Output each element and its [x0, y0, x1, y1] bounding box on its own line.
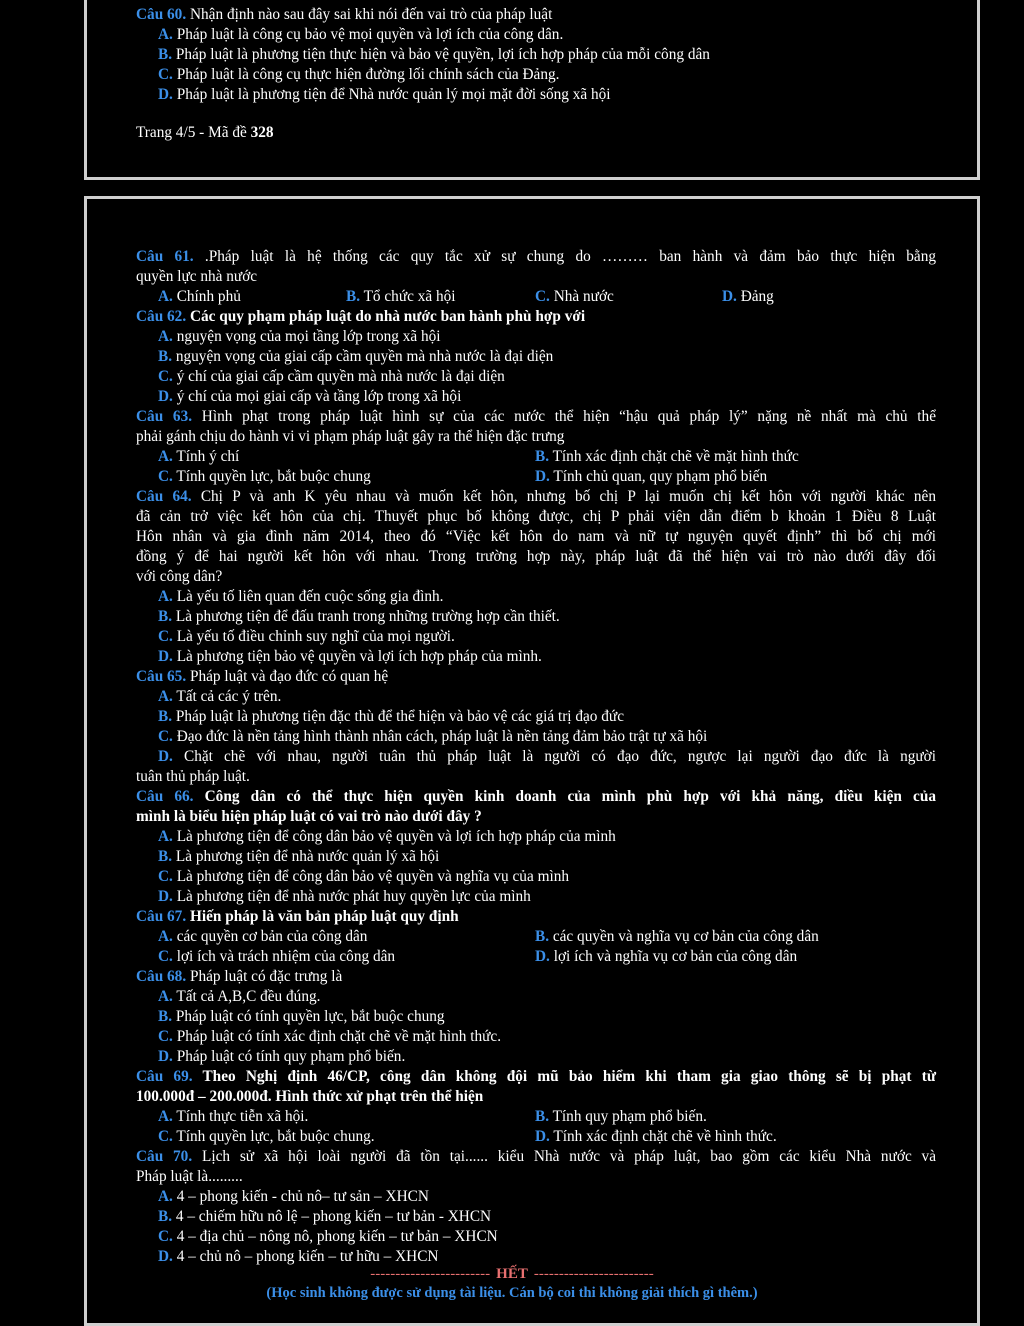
q64-option-b: B. Là phương tiện để đấu tranh trong những trường hợp cần thiết.	[158, 608, 560, 625]
q68-option-a: A. Tất cả A,B,C đều đúng.	[158, 988, 321, 1005]
page-number: Trang 4/5 - Mã đề 328	[136, 124, 274, 141]
q63-option-c: C. Tính quyền lực, bắt buộc chung	[158, 468, 371, 485]
question-62-stem: Câu 62. Các quy phạm pháp luật do nhà nước ban hành phù hợp với	[136, 308, 586, 325]
question-64-stem-5: với công dân?	[136, 568, 223, 585]
q61-option-a: A. Chính phủ	[158, 288, 241, 305]
q68-option-c: C. Pháp luật có tính xác định chặt chẽ về mặt hình thức.	[158, 1028, 502, 1045]
question-66-stem: Câu 66. Công dân có thể thực hiện quyền kinh doanh của mình phù hợp với khả năng, điều kiện của	[136, 788, 936, 805]
q67-option-d: D. lợi ích và nghĩa vụ cơ bản của công dân	[535, 948, 798, 965]
q66-option-a: A. Là phương tiện để công dân bảo vệ quyền và lợi ích hợp pháp của mình	[158, 828, 616, 845]
question-61-stem: Câu 61. .Pháp luật là hệ thống các quy tắc xử sự chung do ……… ban hành và đảm bảo thực hiện bằng	[136, 248, 936, 265]
question-60-stem: Câu 60. Nhận định nào sau đây sai khi nói đến vai trò của pháp luật	[136, 6, 553, 23]
question-63-stem: Câu 63. Hình phạt trong pháp luật hình sự của các nước thể hiện “hậu quả pháp lý” nặng nề nhất mà chủ thể	[136, 408, 936, 425]
q63-option-a: A. Tính ý chí	[158, 448, 240, 465]
q68-option-b: B. Pháp luật có tính quyền lực, bắt buộc chung	[158, 1008, 445, 1025]
q67-option-c: C. lợi ích và trách nhiệm của công dân	[158, 948, 396, 965]
q70-option-d: D. 4 – chủ nô – phong kiến – tư hữu – XHCN	[158, 1248, 439, 1265]
q63-option-d: D. Tính chủ quan, quy phạm phổ biến	[535, 468, 768, 485]
question-70-stem: Câu 70. Lịch sử xã hội loài người đã tồn tại...... kiểu Nhà nước và pháp luật, bao gồm các kiểu Nhà nước và	[136, 1148, 936, 1165]
question-61-stem-cont: quyền lực nhà nước	[136, 268, 258, 285]
q66-option-d: D. Là phương tiện để nhà nước phát huy quyền lực của mình	[158, 888, 531, 905]
question-68-stem: Câu 68. Pháp luật có đặc trưng là	[136, 968, 343, 985]
q65-option-c: C. Đạo đức là nền tảng hình thành nhân cách, pháp luật là nền tảng đảm bảo trật tự xã hội	[158, 728, 708, 745]
q63-option-b: B. Tính xác định chặt chẽ về mặt hình thức	[535, 448, 799, 465]
q60-option-b: B. Pháp luật là phương tiện thực hiện và bảo vệ quyền, lợi ích hợp pháp của mỗi công dân	[158, 46, 710, 63]
question-64-stem-4: đồng ý để hai người kết hôn với nhau. Trong trường hợp này, pháp luật đã thể hiện vai trò nào dưới đây đối	[136, 548, 936, 565]
q61-option-b: B. Tổ chức xã hội	[346, 288, 456, 305]
question-67-stem: Câu 67. Hiến pháp là văn bản pháp luật quy định	[136, 908, 459, 925]
q62-option-c: C. ý chí của giai cấp cầm quyền mà nhà nước là đại diện	[158, 368, 505, 385]
q69-option-d: D. Tính xác định chặt chẽ về hình thức.	[535, 1128, 777, 1145]
q66-option-c: C. Là phương tiện để công dân bảo vệ quyền và nghĩa vụ của mình	[158, 868, 570, 885]
q62-option-b: B. nguyện vọng của giai cấp cầm quyền mà nhà nước là đại diện	[158, 348, 554, 365]
q65-option-d: D. Chặt chẽ với nhau, người tuân thủ pháp luật là người có đạo đức, ngược lại người đạo đức là người	[158, 748, 936, 765]
question-69-stem-cont: 100.000đ – 200.000đ. Hình thức xử phạt trên thể hiện	[136, 1088, 484, 1105]
q61-option-c: C. Nhà nước	[535, 288, 614, 305]
q69-option-b: B. Tính quy phạm phổ biến.	[535, 1108, 707, 1125]
exam-footer-note: (Học sinh không được sử dụng tài liệu. Cán bộ coi thi không giải thích gì thêm.)	[266, 1285, 758, 1301]
question-66-stem-cont: mình là biểu hiện pháp luật có vai trò nào dưới đây ?	[136, 808, 482, 825]
question-63-stem-cont: phải gánh chịu do hành vi vi phạm pháp luật gây ra thể hiện đặc trưng	[136, 428, 565, 445]
q60-option-c: C. Pháp luật là công cụ thực hiện đường lối chính sách của Đảng.	[158, 66, 560, 83]
q65-option-a: A. Tất cả các ý trên.	[158, 688, 282, 705]
q66-option-b: B. Là phương tiện để nhà nước quản lý xã hội	[158, 848, 440, 865]
end-marker: ------------------------ HẾT ------------------------	[370, 1266, 654, 1282]
q64-option-a: A. Là yếu tố liên quan đến cuộc sống gia đình.	[158, 588, 444, 605]
question-70-stem-cont: Pháp luật là.........	[136, 1168, 243, 1185]
q69-option-a: A. Tính thực tiễn xã hội.	[158, 1108, 309, 1125]
q61-option-d: D. Đảng	[722, 288, 774, 305]
q60-option-d: D. Pháp luật là phương tiện để Nhà nước quản lý mọi mặt đời sống xã hội	[158, 86, 611, 103]
question-65-stem: Câu 65. Pháp luật và đạo đức có quan hệ	[136, 668, 389, 685]
q68-option-d: D. Pháp luật có tính quy phạm phổ biến.	[158, 1048, 406, 1065]
q62-option-a: A. nguyện vọng của mọi tầng lớp trong xã hội	[158, 328, 441, 345]
q65-option-b: B. Pháp luật là phương tiện đặc thù để thể hiện và bảo vệ các giá trị đạo đức	[158, 708, 625, 725]
question-69-stem: Câu 69. Theo Nghị định 46/CP, công dân không đội mũ bảo hiểm khi tham gia giao thông sẽ bị phạt từ	[136, 1068, 936, 1085]
q64-option-d: D. Là phương tiện bảo vệ quyền và lợi ích hợp pháp của mình.	[158, 648, 542, 665]
q65-option-d-cont: tuân thủ pháp luật.	[136, 768, 250, 785]
q60-option-a: A. Pháp luật là công cụ bảo vệ mọi quyền và lợi ích của công dân.	[158, 26, 564, 43]
q70-option-a: A. 4 – phong kiến - chủ nô– tư sản – XHCN	[158, 1188, 429, 1205]
q69-option-c: C. Tính quyền lực, bắt buộc chung.	[158, 1128, 375, 1145]
q70-option-b: B. 4 – chiếm hữu nô lệ – phong kiến – tư bản - XHCN	[158, 1208, 492, 1225]
q70-option-c: C. 4 – địa chủ – nông nô, phong kiến – tư bản – XHCN	[158, 1228, 498, 1245]
q67-option-b: B. các quyền và nghĩa vụ cơ bản của công dân	[535, 928, 819, 945]
question-64-stem: Câu 64. Chị P và anh K yêu nhau và muốn kết hôn, nhưng bố chị P lại muốn chị kết hôn với người khác nên	[136, 488, 936, 505]
question-64-stem-3: Hôn nhân và gia đình năm 2014, theo đó “Việc kết hôn do nam và nữ tự nguyện quyết định” thì bố chị mới	[136, 528, 936, 545]
q67-option-a: A. các quyền cơ bản của công dân	[158, 928, 368, 945]
q62-option-d: D. ý chí của mọi giai cấp và tầng lớp trong xã hội	[158, 388, 462, 405]
q64-option-c: C. Là yếu tố điều chỉnh suy nghĩ của mọi người.	[158, 628, 455, 645]
question-64-stem-2: đã cản trở việc kết hôn của chị. Thuyết phục bố không được, chị P phải viện dẫn điểm b khoản 1 Điều 8 Luật	[136, 508, 936, 525]
